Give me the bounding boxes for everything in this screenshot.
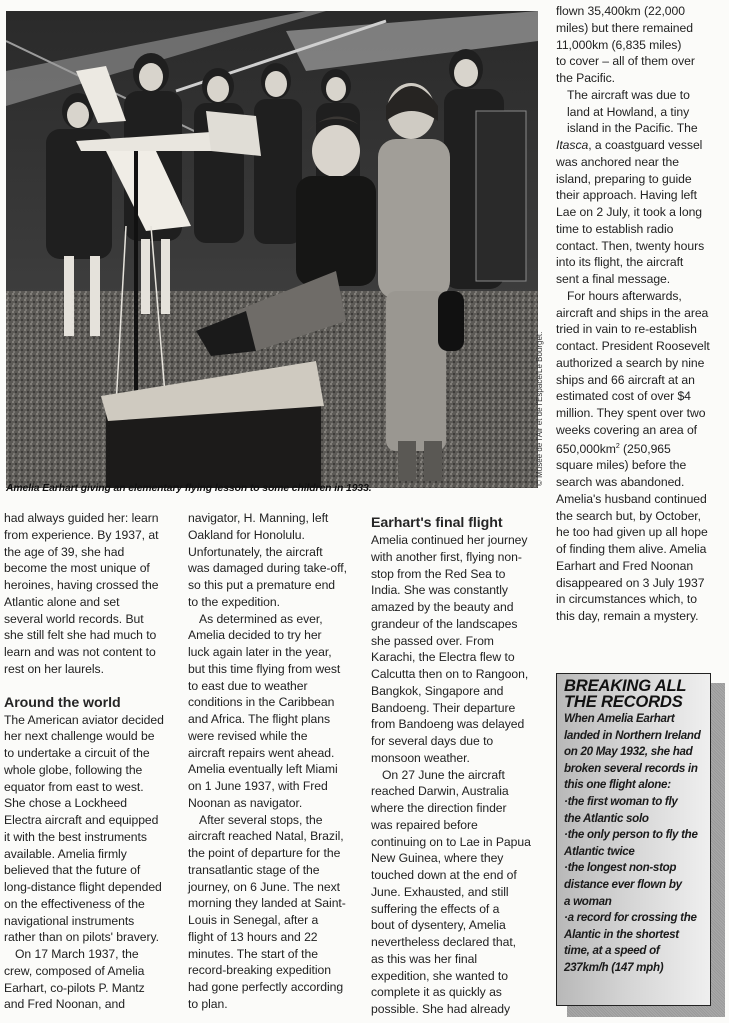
text-line: was repaired before xyxy=(371,817,478,832)
text-line: Amelia eventually left Miami xyxy=(188,762,338,777)
text-line: For hours afterwards, xyxy=(567,288,682,303)
text-line: estimated cost of over $4 xyxy=(556,389,691,404)
text-line: he too had given up all hope xyxy=(556,525,708,540)
text-line: this one flight alone: xyxy=(564,778,671,792)
record-item: · the only person to fly the xyxy=(564,827,705,844)
text-line: island in the Pacific. The xyxy=(567,121,698,136)
text-line: Bandoeng. Their departure xyxy=(371,700,516,715)
paragraph xyxy=(4,712,186,947)
text-line: so this put a premature end xyxy=(188,578,336,592)
text-line: several world records. But xyxy=(4,611,144,626)
text-line: and Africa. The flight plans xyxy=(188,712,331,726)
text-line: luck again later in the year, xyxy=(188,645,332,659)
text-line: million. They spent over two xyxy=(556,406,706,420)
text-line: amazed by the beauty and xyxy=(371,600,514,614)
text-line: possible. She had already xyxy=(371,1002,511,1016)
text-line: crew, composed of Amelia xyxy=(4,963,145,978)
sidebar-intro xyxy=(564,711,705,794)
text-line: sent a final message. xyxy=(556,272,671,286)
text-line: contact. President Roosevelt xyxy=(556,339,710,353)
text-line: she passed over. From xyxy=(371,633,494,648)
text-line: miles) but there remained xyxy=(556,20,693,35)
text-line: equator from east to west. xyxy=(4,779,144,794)
text-line xyxy=(556,137,729,154)
record-item-continued: a woman xyxy=(564,894,612,908)
text-line: broken several records in xyxy=(564,761,698,775)
text-line: After several stops, the xyxy=(199,812,323,827)
sidebar-title xyxy=(564,678,705,710)
text-line: available. Amelia firmly xyxy=(4,846,127,861)
text-line: on 1 June 1937, with Fred xyxy=(188,779,328,793)
article-column-4 xyxy=(556,3,729,625)
text-line: to east due to weather xyxy=(188,678,308,693)
text-line: When Amelia Earhart xyxy=(564,712,675,725)
text-line: search was abandoned. xyxy=(556,475,685,490)
records-list xyxy=(564,794,705,977)
text-line: to plan. xyxy=(188,996,228,1011)
text-line: were revised while the xyxy=(188,728,308,743)
text-line: complete it as quickly as xyxy=(371,985,502,1000)
text-line: morning they landed at Saint- xyxy=(188,896,346,911)
paragraph xyxy=(556,87,729,288)
text-line: become the most unique of xyxy=(4,561,150,576)
text-line: with another first, flying non- xyxy=(371,549,522,564)
text-fragment: 650,000km xyxy=(556,441,616,456)
text-line: into its flight, the aircraft xyxy=(556,255,684,270)
text-line: Noonan as navigator. xyxy=(188,795,303,810)
text-line: Louis in Senegal, after a xyxy=(188,913,319,927)
text-line: stop from the Red Sea to xyxy=(371,566,506,581)
text-line: landed in Northern Ireland xyxy=(564,728,701,742)
text-line: transatlantic stage of the xyxy=(188,862,320,877)
text-line: navigational instruments xyxy=(4,913,135,928)
record-item: · the longest non-stop xyxy=(564,860,705,877)
photo-credit: © Musée de l'Air et de l'Espace/Le Bourget. xyxy=(535,331,544,486)
records-sidebar xyxy=(556,673,711,1006)
text-line: The American aviator decided xyxy=(4,712,164,727)
text-fragment: (250,965 xyxy=(619,441,671,456)
text-line: monsoon weather. xyxy=(371,750,470,765)
text-line: minutes. The start of the xyxy=(188,946,318,961)
paragraph xyxy=(4,510,186,678)
text-line: June. Exhausted, and still xyxy=(371,884,509,899)
text-line: nevertheless declared that, xyxy=(371,935,516,949)
text-line: On 27 June the aircraft xyxy=(382,767,505,782)
text-line: their approach. Having left xyxy=(556,188,697,203)
article-column-3 xyxy=(371,514,553,1018)
text-line: disappeared on 3 July 1937 xyxy=(556,575,705,590)
paragraph xyxy=(371,767,553,1018)
text-line: the point of departure for the xyxy=(188,846,341,860)
text-line: touched down at the end of xyxy=(371,868,517,882)
text-line: to the expedition. xyxy=(188,594,280,609)
photo-illustration xyxy=(6,11,538,488)
text-line: record-breaking expedition xyxy=(188,963,332,978)
record-item-continued: the Atlantic solo xyxy=(564,811,649,825)
text-line: as this was her final xyxy=(371,951,477,966)
record-item-continued: Alantic in the shortest xyxy=(564,927,679,941)
text-line: had gone perfectly according xyxy=(188,980,344,994)
text-line: Lae on 2 July, it took a long xyxy=(556,205,703,219)
text-line: The aircraft was due to xyxy=(567,87,690,102)
text-line: Calcutta then on to Rangoon, xyxy=(371,667,529,681)
section-heading-around-the-world: Around the world xyxy=(4,694,121,711)
text-line: She chose a Lockheed xyxy=(4,796,127,811)
text-line: the Pacific. xyxy=(556,71,616,85)
text-line: aircraft reached Natal, Brazil, xyxy=(188,829,344,844)
text-line: long-distance flight depended xyxy=(4,880,162,894)
record-item-continued: 237km/h (147 mph) xyxy=(564,960,664,974)
text-line: in circumstances which, to xyxy=(556,592,697,607)
text-line: whole globe, following the xyxy=(4,762,143,777)
article-photo xyxy=(6,11,538,488)
text-line: from Bandoeng was delayed xyxy=(371,717,525,732)
text-fragment: , a coastguard vessel xyxy=(588,138,703,152)
text-line: As determined as ever, xyxy=(199,611,323,626)
text-line: flight of 13 hours and 22 xyxy=(188,929,318,944)
text-line: believed that the future of xyxy=(4,863,141,878)
text-line: suffering the effects of a xyxy=(371,901,500,916)
text-line: aircraft and ships in the area xyxy=(556,305,709,320)
text-line: to undertake a circuit of the xyxy=(4,746,150,760)
record-item-continued: time, at a speed of xyxy=(564,944,660,958)
text-line: of finding them alive. Amelia xyxy=(556,542,707,557)
record-item: · a record for crossing the xyxy=(564,910,705,927)
text-line: Amelia's husband continued xyxy=(556,491,707,506)
text-line: land at Howland, a tiny xyxy=(567,104,690,119)
paragraph xyxy=(556,288,729,625)
text-line: learn and was not content to xyxy=(4,645,156,659)
paragraph xyxy=(188,812,370,1013)
paragraph xyxy=(188,611,370,812)
text-line: and Fred Noonan, and xyxy=(4,997,125,1012)
title-line: THE RECORDS xyxy=(564,692,683,711)
text-line: time to establish radio xyxy=(556,221,674,236)
paragraph xyxy=(188,510,370,611)
text-line: continuing on to Lae in Papua xyxy=(371,834,531,849)
text-line: her next challenge would be xyxy=(4,729,155,744)
text-line: India. She was constantly xyxy=(371,583,508,598)
text-line xyxy=(556,439,729,458)
text-line: on 20 May 1932, she had xyxy=(564,745,693,759)
text-line: aircraft repairs went ahead. xyxy=(188,745,335,760)
text-line: weeks covering an area of xyxy=(556,422,698,437)
text-line: but this time flying from west xyxy=(188,661,341,676)
text-line: ships and 66 aircraft at an xyxy=(556,372,695,387)
text-line: to cover – all of them over xyxy=(556,54,695,69)
text-line: rest on her laurels. xyxy=(4,661,104,676)
text-line: Karachi, the Electra flew to xyxy=(371,650,515,665)
paragraph xyxy=(371,532,553,767)
text-line: Earhart, co-pilots P. Mantz xyxy=(4,980,145,995)
text-line: it with the best instruments xyxy=(4,829,147,844)
text-line: for several days due to xyxy=(371,734,494,748)
text-line: Atlantic alone and set xyxy=(4,594,120,609)
text-line: New Guinea, where they xyxy=(371,851,504,866)
record-item-continued: Atlantic twice xyxy=(564,844,635,858)
text-line: authorized a search by nine xyxy=(556,355,705,370)
text-line: heroines, having crossed the xyxy=(4,578,159,592)
text-line: navigator, H. Manning, left xyxy=(188,511,329,525)
text-line: expedition, she wanted to xyxy=(371,968,508,983)
text-line: was damaged during take-off, xyxy=(188,561,347,576)
ship-name: Itasca xyxy=(556,138,589,152)
text-line: had always guided her: learn xyxy=(4,511,159,525)
photo-caption: Amelia Earhart giving an elementary flying lesson to some children in 1933. xyxy=(6,483,372,494)
text-line: the age of 39, she had xyxy=(4,544,125,559)
text-line: conditions in the Caribbean xyxy=(188,695,335,710)
paragraph xyxy=(4,946,186,1013)
text-line: she still felt she had much to xyxy=(4,628,157,643)
text-line: grandeur of the landscapes xyxy=(371,616,518,631)
text-line: from experience. By 1937, at xyxy=(4,527,159,542)
title-line: BREAKING ALL xyxy=(564,676,687,695)
text-line: where the direction finder xyxy=(371,801,507,815)
paragraph xyxy=(556,3,729,87)
text-line: reached Darwin, Australia xyxy=(371,784,509,799)
text-line: square miles) before the xyxy=(556,458,687,473)
text-line: contact. Then, twenty hours xyxy=(556,238,705,253)
text-line: flown 35,400km (22,000 xyxy=(556,4,685,18)
text-line: On 17 March 1937, the xyxy=(15,947,139,961)
text-line: bout of dysentery, Amelia xyxy=(371,918,506,933)
text-line: Amelia continued her journey xyxy=(371,533,528,547)
article-column-1 xyxy=(4,510,186,1013)
text-line: was anchored near the xyxy=(556,154,679,169)
article-column-2 xyxy=(188,510,370,1013)
text-line: Oakland for Honolulu. xyxy=(188,527,305,542)
text-line: Unfortunately, the aircraft xyxy=(188,544,323,559)
text-line: Amelia decided to try her xyxy=(188,628,322,643)
record-item: · the first woman to fly xyxy=(564,794,705,811)
text-line: Bangkok, Singapore and xyxy=(371,683,504,698)
text-line: 11,000km (6,835 miles) xyxy=(556,37,682,52)
text-line: island, preparing to guide xyxy=(556,171,692,186)
text-line: journey, on 6 June. The next xyxy=(188,879,340,894)
text-line: on the effectiveness of the xyxy=(4,896,145,911)
text-line: tried in vain to re-establish xyxy=(556,322,697,337)
text-line: Electra aircraft and equipped xyxy=(4,813,159,827)
text-line: Earhart and Fred Noonan xyxy=(556,558,694,573)
superscript: 2 xyxy=(615,442,620,450)
section-heading-final-flight: Earhart's final flight xyxy=(371,515,503,531)
text-line: rather than on pilots' bravery. xyxy=(4,930,160,945)
text-line: the search but, by October, xyxy=(556,508,701,523)
text-line: this day, remain a mystery. xyxy=(556,609,699,624)
record-item-continued: distance ever flown by xyxy=(564,877,682,891)
